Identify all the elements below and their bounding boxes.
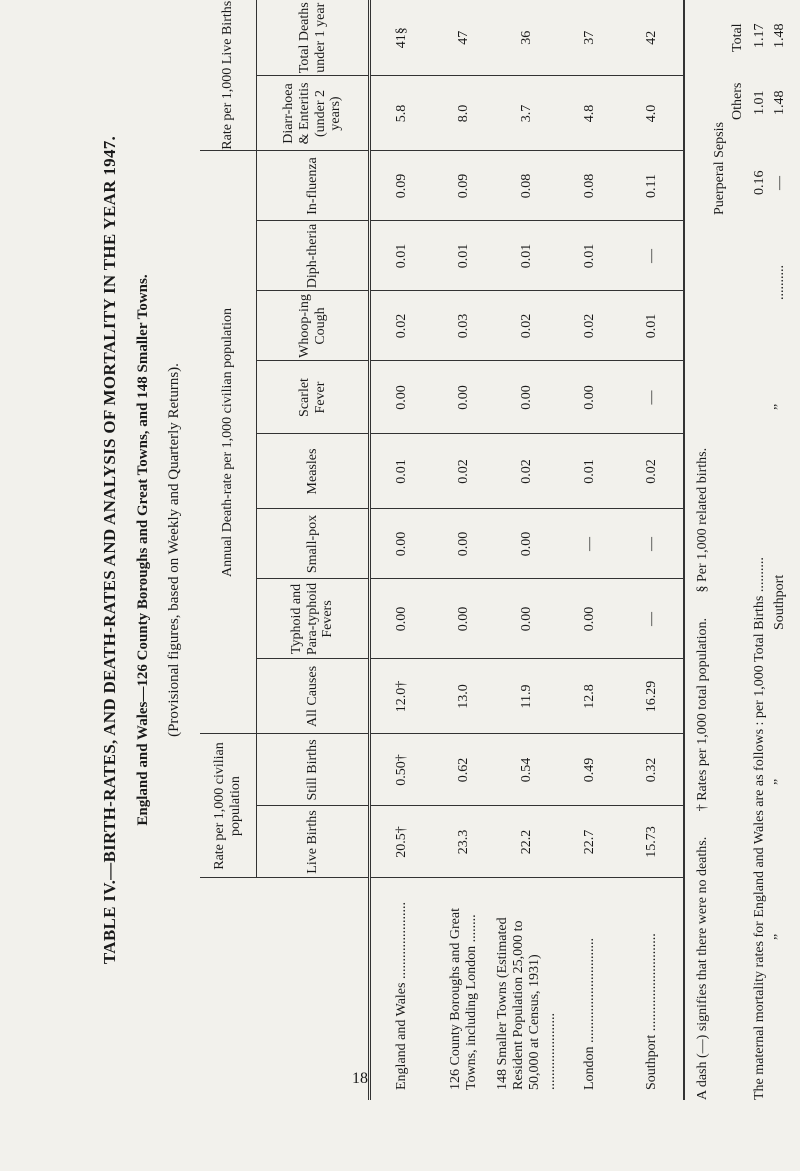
row-label: 126 County Boroughs and Great Towns, including London ........ (447, 908, 479, 1090)
cell: 0.02 (621, 434, 684, 509)
cell: 0.01 (621, 291, 684, 361)
col-influenza: In-fluenza (257, 151, 370, 221)
cell: 3.7 (495, 76, 559, 151)
cell: 0.02 (559, 291, 621, 361)
cell: — (621, 579, 684, 659)
table-title: TABLE IV.—BIRTH-RATES, AND DEATH-RATES AND ANALYSIS OF MORTALITY IN THE YEAR 1947. (100, 135, 119, 965)
cell: 0.32 (621, 734, 684, 806)
col-all-causes: All Causes (257, 659, 370, 734)
cell: 20.5† (370, 806, 434, 878)
cell: 0.00 (433, 361, 495, 434)
col-still-births: Still Births (257, 734, 370, 806)
col-smallpox: Small-pox (257, 509, 370, 579)
cell: 0.00 (370, 509, 434, 579)
cell: 0.49 (559, 734, 621, 806)
cell: 0.50† (370, 734, 434, 806)
cell: 41§ (370, 0, 434, 76)
mm-ditto-3: ” (772, 403, 787, 410)
cell: — (621, 361, 684, 434)
cell: 0.01 (433, 221, 495, 291)
mm-ditto-2: ” (772, 778, 787, 785)
footnote-dagger: † Rates per 1,000 total population. (695, 618, 710, 812)
cell: 0.00 (370, 361, 434, 434)
mm-sp-total: 1.48 (772, 23, 787, 48)
row-label: London .............................. (582, 937, 598, 1090)
cell: 0.00 (559, 361, 621, 434)
mm-header-total: Total (730, 23, 745, 52)
col-measles: Measles (257, 434, 370, 509)
mm-ew-others: 1.01 (752, 90, 767, 115)
cell: 0.01 (370, 221, 434, 291)
table-subtitle: England and Wales—126 County Boroughs and Great Towns, and 148 Smaller Towns. (135, 274, 151, 826)
footnotes (695, 0, 711, 1100)
cell: 0.00 (495, 509, 559, 579)
cell: 4.0 (621, 76, 684, 151)
cell: 8.0 (433, 76, 495, 151)
cell: 23.3 (433, 806, 495, 878)
cell: 0.01 (559, 434, 621, 509)
cell: 12.0† (370, 659, 434, 734)
cell: 0.03 (433, 291, 495, 361)
cell: 0.08 (559, 151, 621, 221)
table-row (559, 0, 621, 1100)
cell: 0.08 (495, 151, 559, 221)
row-label: 148 Smaller Towns (Estimated Resident Population 25,000 to 50,000 at Census, 1931) ...................... (495, 917, 559, 1090)
maternal-mortality-note (712, 0, 800, 1100)
cell: 15.73 (621, 806, 684, 878)
cell: 0.09 (370, 151, 434, 221)
mm-header-sepsis: Puerperal Sepsis (712, 122, 727, 215)
cell: — (621, 221, 684, 291)
footnote-dash: A dash (—) signifies that there were no deaths. (695, 836, 710, 1100)
col-whooping-cough: Whoop-ing Cough (257, 291, 370, 361)
cell: 0.54 (495, 734, 559, 806)
row-label: England and Wales ...................... (393, 902, 409, 1090)
cell: 16.29 (621, 659, 684, 734)
cell: 42 (621, 0, 684, 76)
col-typhoid: Typhoid and Para-typhoid Fevers (257, 579, 370, 659)
cell: 0.62 (433, 734, 495, 806)
header-blank (200, 878, 370, 1100)
cell: 0.02 (495, 291, 559, 361)
cell: 0.11 (621, 151, 684, 221)
cell: 0.00 (495, 579, 559, 659)
cell: 0.01 (370, 434, 434, 509)
cell: — (621, 509, 684, 579)
table-row (495, 0, 559, 1100)
cell: — (559, 509, 621, 579)
header-death-rate: Annual Death-rate per 1,000 civilian population (200, 151, 257, 734)
mm-sp-sepsis: — (772, 176, 787, 190)
col-scarlet-fever: Scarlet Fever (257, 361, 370, 434)
col-infant-deaths: Total Deaths under 1 year (257, 0, 370, 76)
cell: 0.01 (559, 221, 621, 291)
cell: 5.8 (370, 76, 434, 151)
mm-intro: The maternal mortality rates for England and Wales are as follows : per 1,000 Total Births .......... (752, 557, 767, 1100)
col-live-births: Live Births (257, 806, 370, 878)
cell: 22.7 (559, 806, 621, 878)
cell: 0.09 (433, 151, 495, 221)
cell: 0.02 (370, 291, 434, 361)
table-note: (Provisional figures, based on Weekly and Quarterly Returns). (166, 363, 182, 737)
cell: 47 (433, 0, 495, 76)
mm-header-others: Others (730, 82, 745, 120)
cell: 0.00 (559, 579, 621, 659)
cell: 0.00 (433, 509, 495, 579)
mm-ditto-1: ” (772, 933, 787, 940)
header-civilian-rate: Rate per 1,000 civilian population (200, 734, 257, 878)
cell: 13.0 (433, 659, 495, 734)
cell: 0.02 (433, 434, 495, 509)
cell: 36 (495, 0, 559, 76)
cell: 0.00 (495, 361, 559, 434)
table-row (433, 0, 495, 1100)
cell: 0.00 (370, 579, 434, 659)
col-diarrhoea: Diarr-hoea & Enteritis (under 2 years) (257, 76, 370, 151)
header-live-births-rate: Rate per 1,000 Live Births (200, 0, 257, 151)
cell: 4.8 (559, 76, 621, 151)
mm-dots: .......... (772, 265, 787, 300)
cell: 12.8 (559, 659, 621, 734)
mm-southport: Southport (772, 574, 787, 630)
footnote-section: § Per 1,000 related births. (695, 447, 710, 593)
cell: 22.2 (495, 806, 559, 878)
cell: 0.02 (495, 434, 559, 509)
mm-ew-sepsis: 0.16 (752, 170, 767, 195)
page-number: 18 (352, 1070, 368, 1087)
cell: 0.00 (433, 579, 495, 659)
cell: 0.01 (495, 221, 559, 291)
mortality-table (200, 0, 685, 1100)
mm-ew-total: 1.17 (752, 23, 767, 48)
cell: 11.9 (495, 659, 559, 734)
cell: 37 (559, 0, 621, 76)
row-label: Southport ............................ (621, 878, 684, 1100)
table-row (370, 0, 434, 1100)
table-row (621, 0, 684, 1100)
mm-sp-others: 1.48 (772, 90, 787, 115)
col-diphtheria: Diph-theria (257, 221, 370, 291)
